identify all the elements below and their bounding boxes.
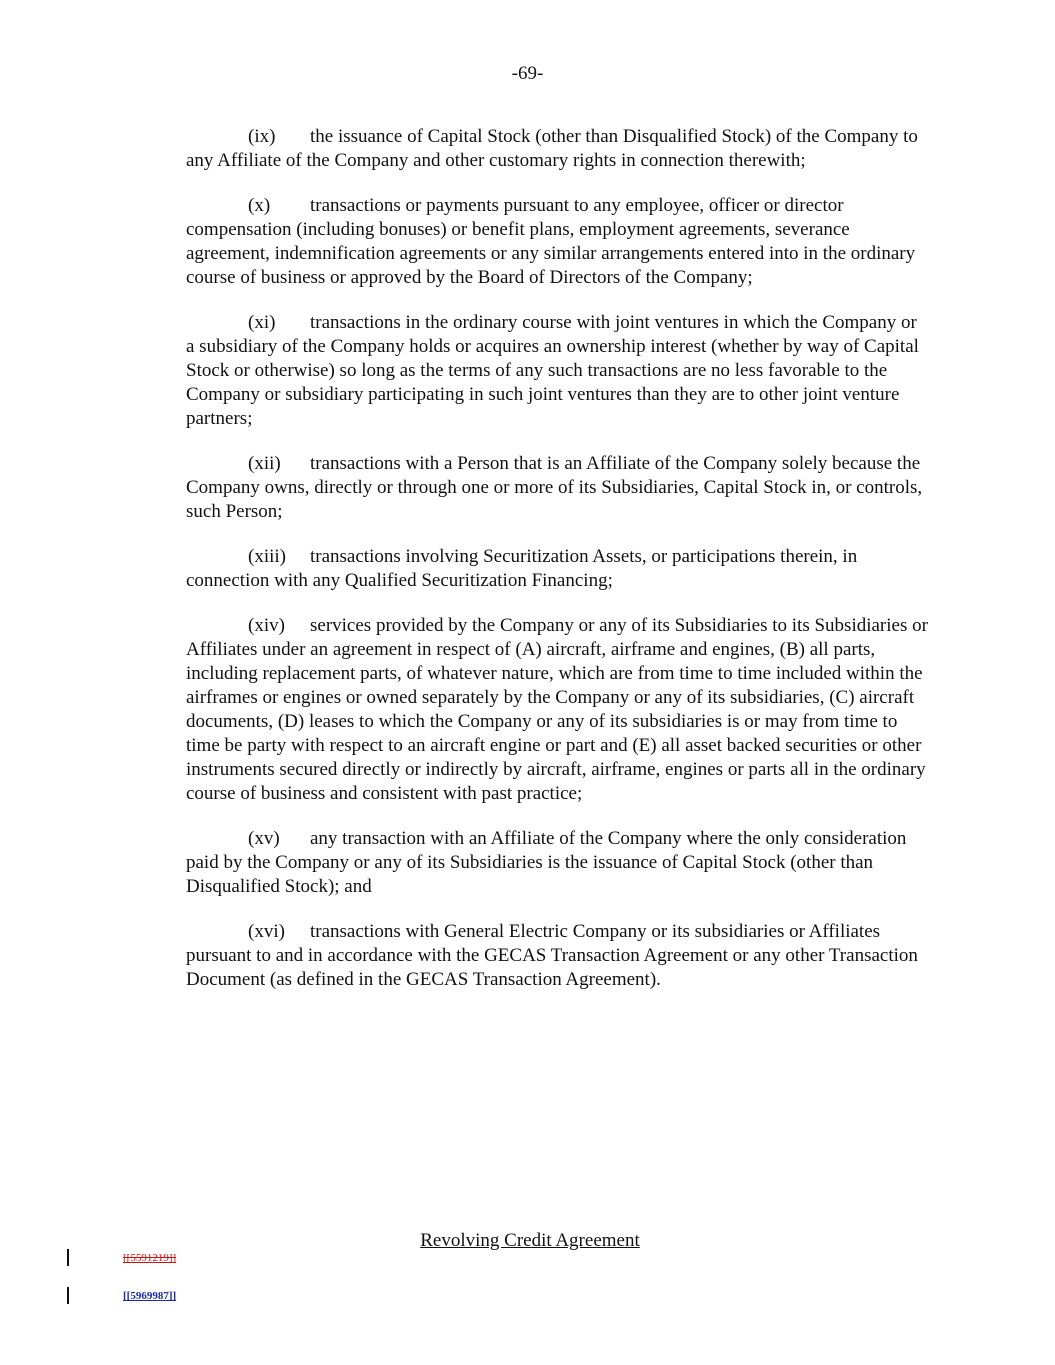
clause-ix [186, 125, 928, 173]
clause-xiv [186, 614, 928, 806]
clause-number: (x) [248, 195, 271, 216]
footer-title: Revolving Credit Agreement [420, 1230, 640, 1251]
clause-xii [186, 452, 928, 524]
clause-text: transactions with a Person that is an Affiliate of the Company solely because the Company owns, directly or through one or more of its Subsidiaries, Capital Stock in, or controls, such Person; [186, 453, 923, 522]
clause-number: (xvi) [248, 921, 285, 942]
clause-xv [186, 827, 928, 899]
doc-id-inserted: [[5969987]] [123, 1290, 177, 1302]
clause-number: (xv) [248, 828, 280, 849]
clause-number: (xi) [248, 312, 276, 333]
clause-number: (xiii) [248, 546, 286, 567]
document-body [186, 125, 928, 1013]
clause-text: transactions with General Electric Company or its subsidiaries or Affiliates pursuant to and in accordance with the GECAS Transaction Agreement or any other Transaction Document (as defined in the GECAS Transaction Agreement). [186, 921, 918, 990]
clause-xi [186, 311, 928, 431]
clause-number: (xiv) [248, 615, 285, 636]
page-number: -69- [511, 63, 544, 84]
clause-number: (xii) [248, 453, 281, 474]
clause-text: transactions in the ordinary course with joint ventures in which the Company or a subsidiary of the Company holds or acquires an ownership interest (whether by way of Capital Stock or otherwise) so long as the terms of any such transactions are no less favorable to the Company or subsidiary participating in such joint ventures than they are to other joint venture partners; [186, 312, 919, 429]
change-bar [67, 1249, 69, 1266]
doc-id-deleted: [[5591219]] [123, 1252, 177, 1264]
clause-xiii [186, 545, 928, 593]
clause-xvi [186, 920, 928, 992]
clause-text: transactions involving Securitization Assets, or participations therein, in connection with any Qualified Securitization Financing; [186, 546, 858, 591]
change-bar [67, 1287, 69, 1304]
clause-text: transactions or payments pursuant to any employee, officer or director compensation (including bonuses) or benefit plans, employment agreements, severance agreement, indemnification agreements or any similar arrangements entered into in the ordinary course of business or approved by the Board of Directors of the Company; [186, 195, 916, 288]
clause-text: any transaction with an Affiliate of the Company where the only consideration paid by the Company or any of its Subsidiaries is the issuance of Capital Stock (other than Disqualified Stock); and [186, 828, 907, 897]
clause-number: (ix) [248, 126, 276, 147]
clause-x [186, 194, 928, 290]
clause-text: services provided by the Company or any of its Subsidiaries to its Subsidiaries or Affiliates under an agreement in respect of (A) aircraft, airframe and engines, (B) all parts, including replacement parts, of whatever nature, which are from time to time included within the airframes or engines or owned separately by the Company or any of its subsidiaries, (C) aircraft documents, (D) leases to which the Company or any of its subsidiaries is or may from time to time be party with respect to an aircraft engine or part and (E) all asset backed securities or other instruments secured directly or indirectly by aircraft, airframe, engines or parts all in the ordinary course of business and consistent with past practice; [186, 615, 928, 804]
clause-text: the issuance of Capital Stock (other than Disqualified Stock) of the Company to any Affiliate of the Company and other customary rights in connection therewith; [186, 126, 918, 171]
